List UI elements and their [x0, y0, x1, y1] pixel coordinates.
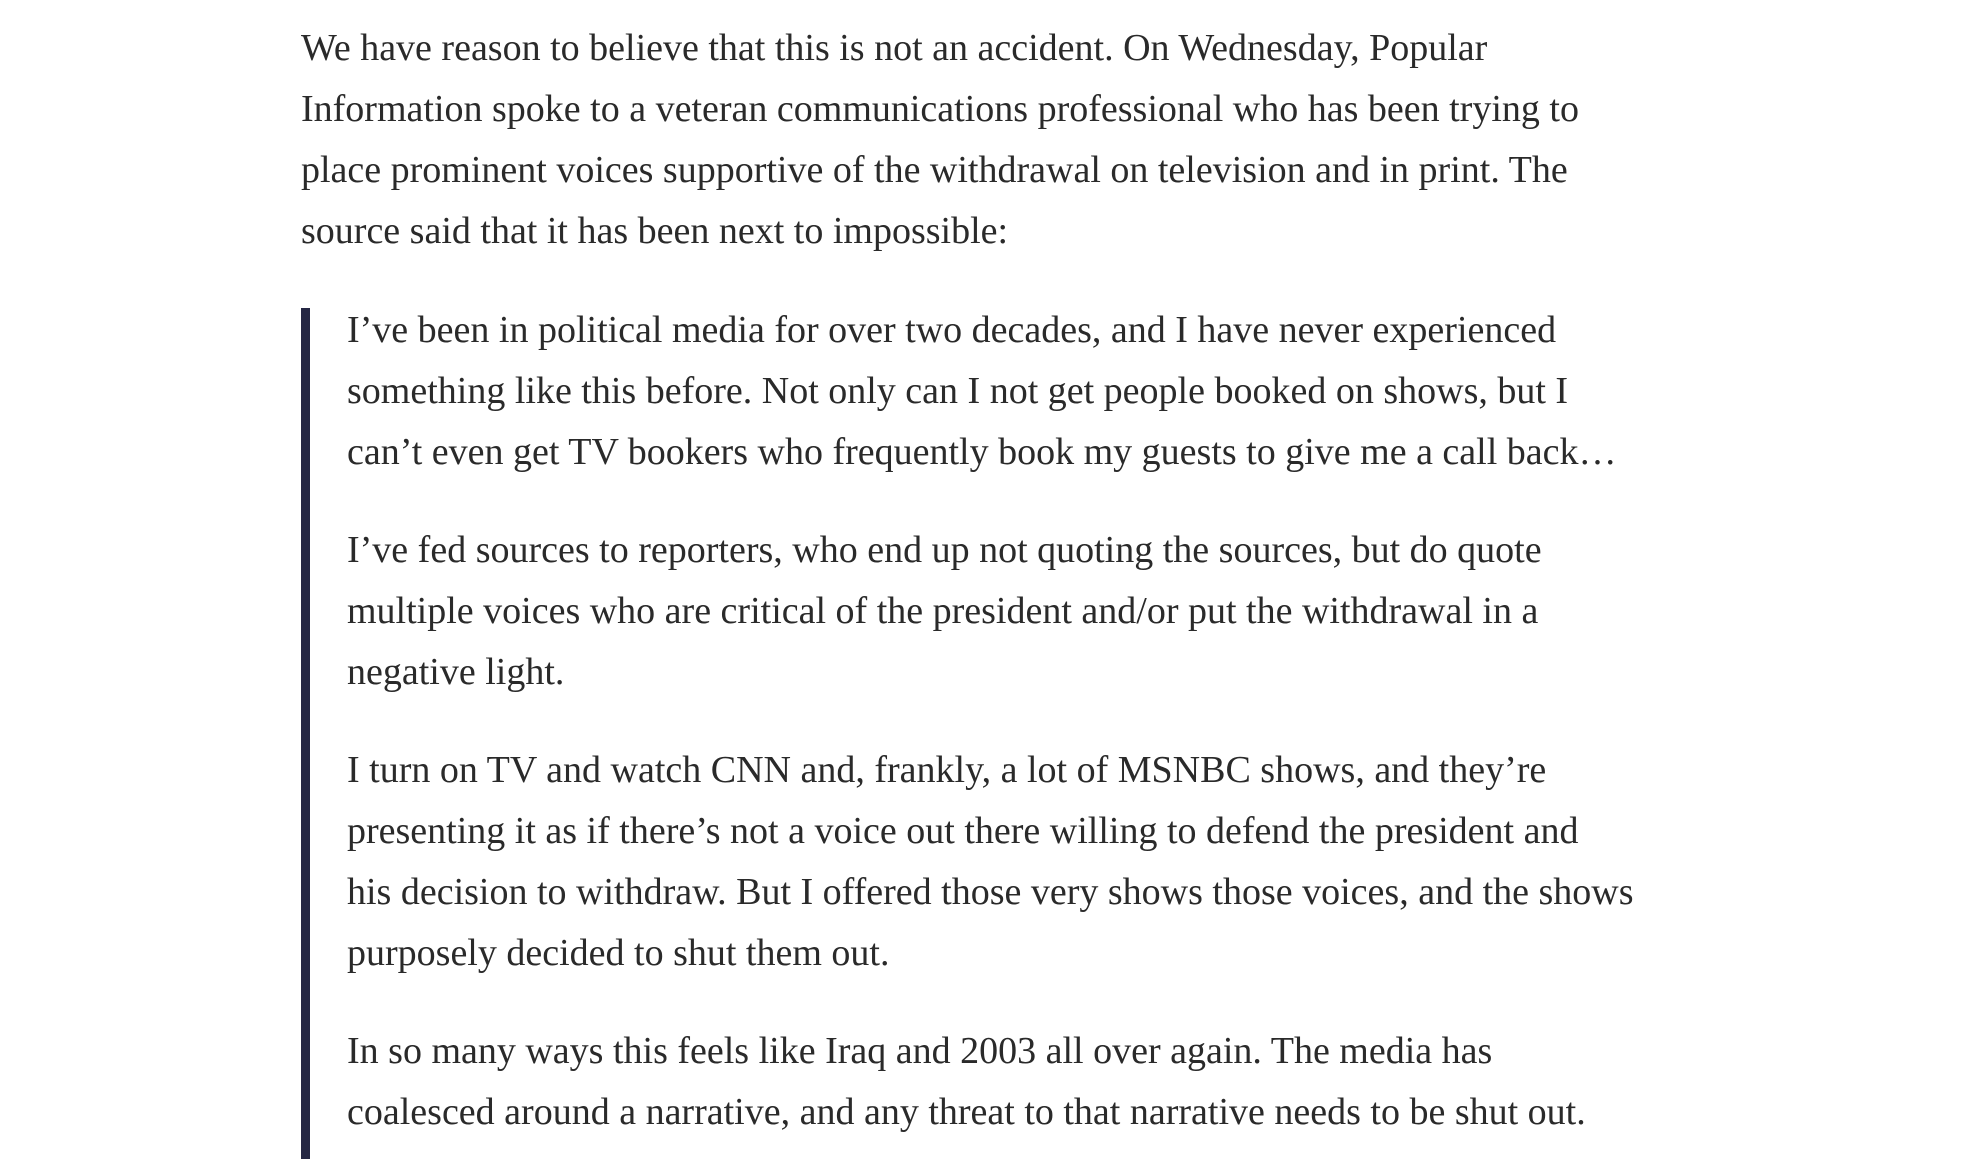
quote-paragraph-3 [347, 740, 1781, 984]
text-line: negative light. [347, 651, 565, 693]
quote-paragraph-4 [347, 1021, 1781, 1143]
blockquote [301, 300, 1781, 1143]
text-line: can’t even get TV bookers who frequently book my guests to give me a call back… [347, 431, 1617, 473]
lead-paragraph [301, 18, 1781, 262]
text-line: place prominent voices supportive of the withdrawal on television and in print. The [301, 149, 1568, 191]
text-line: purposely decided to shut them out. [347, 932, 890, 974]
text-line: his decision to withdraw. But I offered those very shows those voices, and the shows [347, 871, 1634, 913]
text-line: Information spoke to a veteran communications professional who has been trying to [301, 88, 1579, 130]
text-line: source said that it has been next to impossible: [301, 210, 1009, 252]
text-line: In so many ways this feels like Iraq and 2003 all over again. The media has [347, 1030, 1493, 1072]
text-line: I’ve fed sources to reporters, who end up not quoting the sources, but do quote [347, 529, 1542, 571]
text-line: coalesced around a narrative, and any threat to that narrative needs to be shut out. [347, 1091, 1586, 1133]
text-line: I turn on TV and watch CNN and, frankly, a lot of MSNBC shows, and they’re [347, 749, 1547, 791]
text-line: something like this before. Not only can I not get people booked on shows, but I [347, 370, 1569, 412]
text-line: I’ve been in political media for over two decades, and I have never experienced [347, 309, 1557, 351]
quote-bar [301, 308, 310, 1159]
text-line: presenting it as if there’s not a voice out there willing to defend the president and [347, 810, 1579, 852]
text-line: multiple voices who are critical of the president and/or put the withdrawal in a [347, 590, 1539, 632]
quote-paragraph-1 [347, 300, 1781, 483]
quote-paragraph-2 [347, 520, 1781, 703]
article-body [301, 18, 1781, 1143]
text-line: We have reason to believe that this is not an accident. On Wednesday, Popular [301, 27, 1488, 69]
